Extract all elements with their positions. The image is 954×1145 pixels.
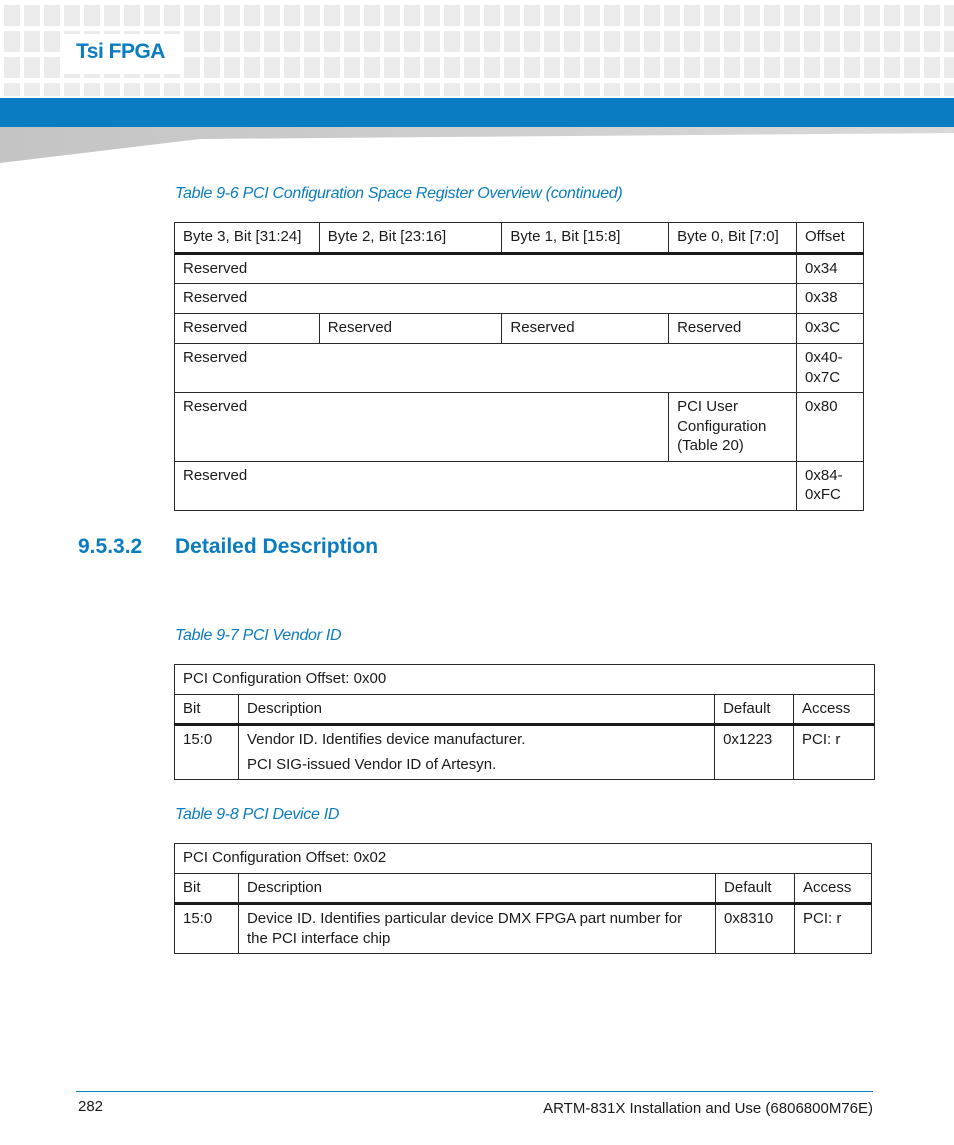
header-cell: Bit — [175, 873, 239, 904]
reserved-cell: Reserved — [175, 344, 797, 393]
reserved-cell: Reserved — [669, 314, 797, 344]
header-blue-bar — [0, 98, 954, 127]
offset-cell: 0x3C — [797, 314, 864, 344]
header-cell: Default — [715, 694, 794, 725]
header-cell: Access — [795, 873, 872, 904]
header-cell: Byte 2, Bit [23:16] — [319, 223, 502, 254]
offset-cell: 0x80 — [797, 393, 864, 462]
access-cell: PCI: r — [795, 904, 872, 954]
table-9-6-caption: Table 9-6 PCI Configuration Space Register Overview (continued) — [175, 185, 623, 202]
reserved-cell: Reserved — [502, 314, 669, 344]
table-row — [175, 461, 864, 510]
default-cell: 0x8310 — [716, 904, 795, 954]
table-9-8-caption: Table 9-8 PCI Device ID — [175, 806, 340, 823]
description-line: PCI SIG-issued Vendor ID of Artesyn. — [246, 755, 497, 773]
default-cell: 0x1223 — [715, 725, 794, 780]
table-row — [175, 344, 864, 393]
offset-cell: 0x40- 0x7C — [797, 344, 864, 393]
reserved-cell: Reserved — [175, 461, 797, 510]
bit-cell: 15:0 — [175, 904, 239, 954]
chapter-title: Tsi FPGA — [76, 40, 165, 63]
reserved-cell: Reserved — [175, 393, 669, 462]
reserved-cell: Reserved — [175, 314, 320, 344]
table-header-row — [175, 223, 864, 254]
table-9-7-caption: Table 9-7 PCI Vendor ID — [175, 627, 342, 644]
header-cell: Description — [238, 873, 715, 904]
reserved-cell: Reserved — [175, 284, 797, 314]
table-header-row — [175, 694, 875, 725]
table-header-row — [175, 873, 872, 904]
header-cell: Byte 0, Bit [7:0] — [669, 223, 797, 254]
offset-cell: PCI Configuration Offset: 0x02 — [175, 844, 872, 874]
header-cell: Byte 1, Bit [15:8] — [502, 223, 669, 254]
header-cell: Byte 3, Bit [31:24] — [175, 223, 320, 254]
table-row — [175, 725, 875, 780]
user-config-cell: PCI User Configuration (Table 20) — [669, 393, 797, 462]
offset-cell: 0x38 — [797, 284, 864, 314]
section-title: Detailed Description — [175, 535, 379, 558]
offset-cell: 0x34 — [797, 253, 864, 284]
offset-row — [175, 844, 872, 874]
offset-cell: PCI Configuration Offset: 0x00 — [175, 665, 875, 695]
header-gray-wedge — [0, 127, 954, 165]
table-9-8 — [174, 843, 872, 954]
header-cell: Access — [794, 694, 875, 725]
description-cell — [238, 725, 714, 780]
table-row — [175, 253, 864, 284]
table-row — [175, 314, 864, 344]
table-9-6 — [174, 222, 864, 511]
table-row — [175, 393, 864, 462]
header-cell: Offset — [797, 223, 864, 254]
header-cell: Description — [238, 694, 714, 725]
header-cell: Bit — [175, 694, 239, 725]
reserved-cell: Reserved — [319, 314, 502, 344]
table-9-7 — [174, 664, 875, 780]
bit-cell: 15:0 — [175, 725, 239, 780]
offset-cell: 0x84- 0xFC — [797, 461, 864, 510]
description-cell: Device ID. Identifies particular device DMX FPGA part number for the PCI interface chip — [238, 904, 715, 954]
page-number: 282 — [78, 1098, 104, 1115]
description-line: Vendor ID. Identifies device manufacturer. — [246, 731, 526, 748]
header-cell: Default — [716, 873, 795, 904]
access-cell: PCI: r — [794, 725, 875, 780]
table-row — [175, 284, 864, 314]
footer-rule — [76, 1091, 873, 1092]
section-number: 9.5.3.2 — [78, 535, 143, 558]
table-row — [175, 904, 872, 954]
reserved-cell: Reserved — [175, 253, 797, 284]
document-title: ARTM-831X Installation and Use (6806800M76E) — [543, 1100, 873, 1117]
section-heading — [78, 535, 378, 559]
offset-row — [175, 665, 875, 695]
